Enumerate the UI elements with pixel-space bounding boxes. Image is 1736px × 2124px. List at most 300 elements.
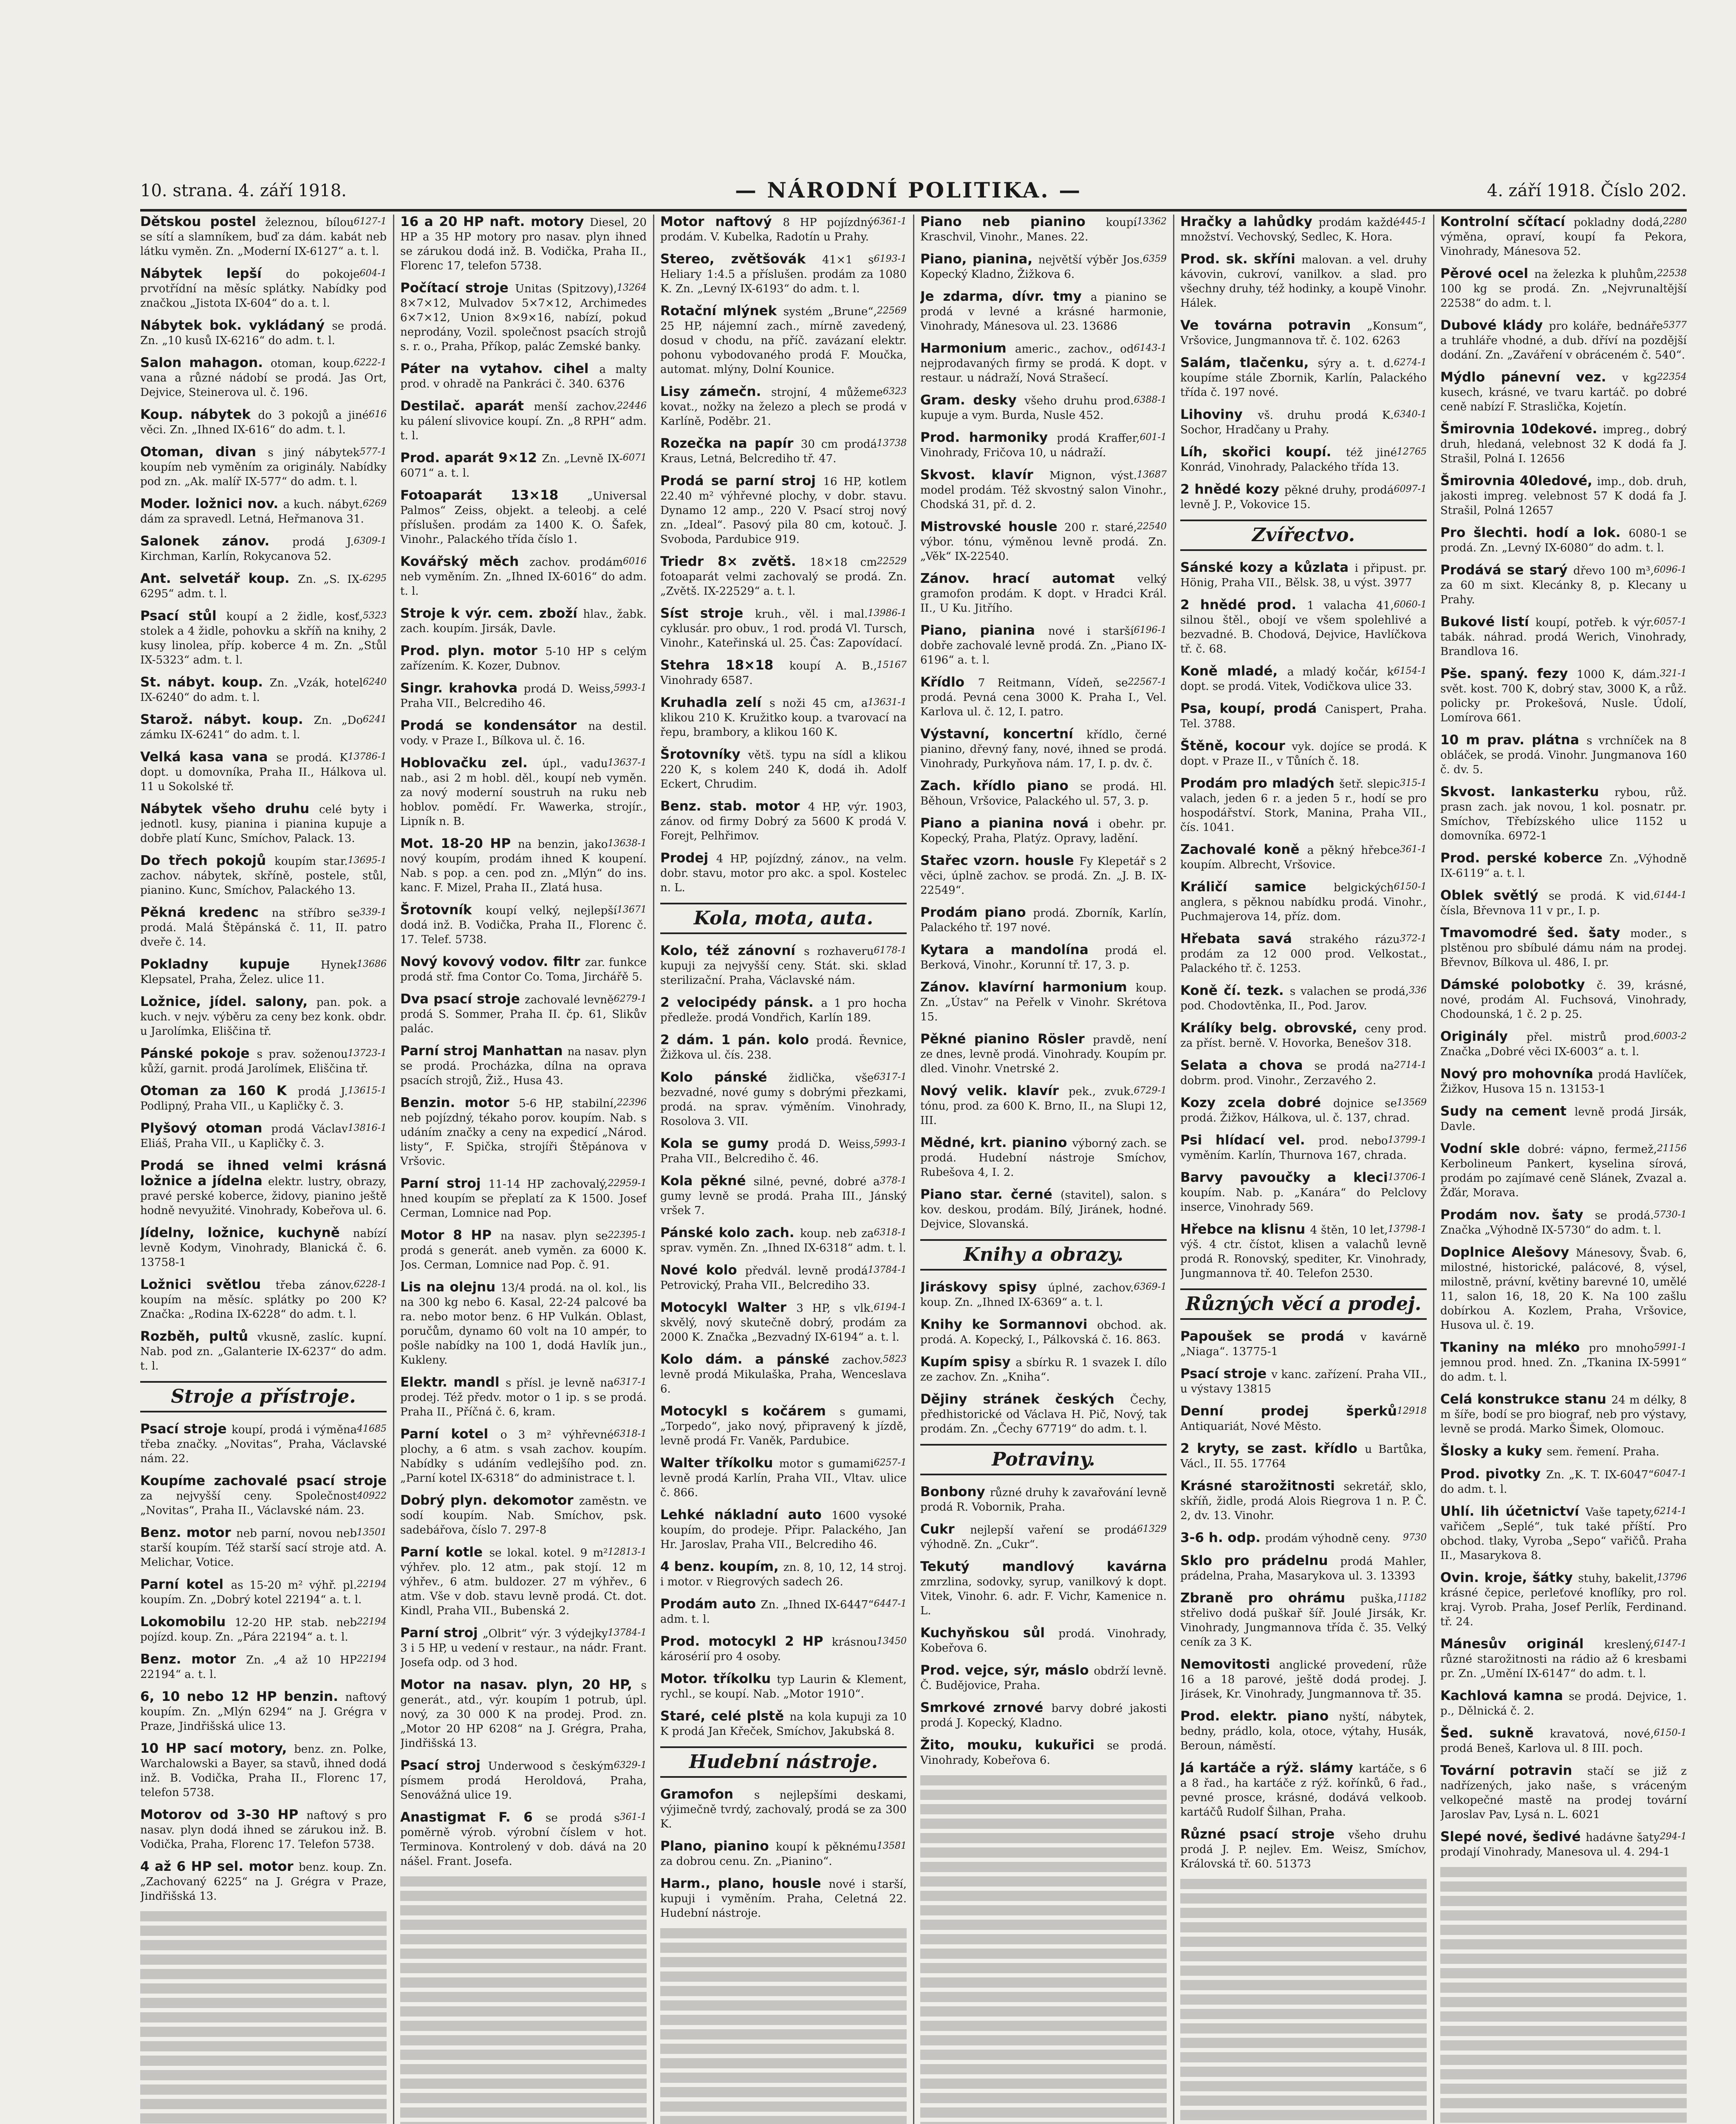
ad-code: 6323 — [883, 386, 907, 397]
ad-heading: Kytara a mandolína — [920, 942, 1105, 957]
ad-text: se prodá. Dejvice, 1. p., Dělnická č. 2. — [1440, 1690, 1687, 1717]
classified-ad — [1180, 1329, 1427, 1359]
ad-code: 13637-1 — [608, 757, 647, 768]
classified-ad — [400, 1545, 647, 1618]
ad-heading: Bukové listí — [1440, 614, 1536, 630]
classified-ad — [1440, 422, 1687, 466]
classified-ad — [920, 215, 1167, 244]
ad-heading: Psací stroj — [400, 1758, 488, 1773]
ad-text: „Olbrit“ výr. 3 výdejky 3 i 5 HP, u vedení v restaur., na nádr. Frant. Josefa odp. od 3 hod. — [400, 1627, 647, 1669]
classified-ad — [660, 304, 907, 377]
ad-text: úpl., vadu nab., asi 2 m hobl. děl., koupí neb vyměn. za nový moderní soustruh na ruku neb hoblov. pomědí. Fr. Wawerka, strojír., Lipník n. B. — [400, 757, 647, 828]
classified-ad — [920, 623, 1167, 667]
classified-ad — [660, 943, 907, 988]
ad-heading: Anastigmat F. 6 — [400, 1810, 546, 1825]
classified-ad — [1180, 215, 1427, 244]
ad-code: 13501 — [357, 1527, 387, 1538]
ad-heading: Motor naftový — [660, 215, 783, 229]
ad-heading: Je zdarma, dívr. tmy — [920, 289, 1091, 304]
ad-text: se prodá s poměrně výrob. výrobní číslem v hot. Terminova. Kontrolený v dob. dává na 20 nášel. Frant. Josefa. — [400, 1812, 647, 1868]
ad-heading: Páter na vytahov. cihel — [400, 361, 599, 376]
classified-ad — [140, 318, 387, 348]
ad-text: puška, střelivo dodá puškař šíř. Joulé Jirsák, Kr. Vinohrady, Jungmannova třída č. 35. Velký ceník za 3 K. — [1180, 1593, 1427, 1649]
ad-text: koup. Zn. „Ústav“ na Peřelk v Vinohr. Skrétova 15. — [920, 982, 1167, 1023]
ad-code: 6150-1 — [1394, 881, 1427, 892]
ad-text: a 1 pro hocha předleže. prodá Vondřich, Karlín 189. — [660, 997, 907, 1024]
ad-code: 13631-1 — [868, 697, 907, 708]
ad-heading: Benzin. motor — [400, 1095, 519, 1110]
ad-text: prodá. Řevnice, Žižkova ul. čís. 238. — [660, 1034, 907, 1062]
classified-ad — [400, 1044, 647, 1088]
classified-column — [1440, 215, 1687, 2124]
ad-text: 5-6 HP, stabilní, neb pojízdný, tékaho porov. koupím. Nab. s udáním značky a ceny na expedicí „Národ. listy“, F. Spička, strojíři Štěpánova v Vršovic. — [400, 1097, 647, 1168]
ad-text: se prodá. K vid. čísla, Břevnova 11 v pr., I. p. — [1440, 890, 1654, 917]
ad-heading: Tekutý mandlový kavárna — [920, 1559, 1167, 1574]
ad-text: v kanc. zařízení. Praha VII., u výstavy 13815 — [1180, 1368, 1427, 1395]
classified-ad — [1440, 977, 1687, 1022]
ad-heading: Mědné, krt. pianino — [920, 1135, 1072, 1150]
ad-code: 339-1 — [359, 907, 387, 918]
classified-ad — [1440, 1067, 1687, 1096]
ad-text: 18×18 cm fotoaparát velmi zachovalý se prodá. Zn. „Zvětš. IX-22529“ a. t. l. — [660, 556, 907, 598]
ad-code: 361-1 — [1400, 844, 1427, 855]
ad-heading: Stereo, zvětšovák — [660, 251, 823, 267]
ad-heading: Různé psací stroje — [1180, 1827, 1349, 1842]
classified-ad — [920, 430, 1167, 460]
ad-text: železnou, bílou se sítí a slamníkem, buď za dám. kabát neb látku vyměn. Zn. „Moderní IX-6127“ a. t. l. — [140, 216, 387, 258]
ad-code: 13686 — [357, 959, 387, 969]
ad-code: 6194-1 — [874, 1302, 907, 1313]
ad-heading: Oblek světlý — [1440, 888, 1549, 903]
classified-ad — [400, 554, 647, 599]
ad-heading: Nábytek bok. vykládaný — [140, 318, 332, 333]
classified-ad — [920, 1522, 1167, 1552]
classified-ad — [140, 712, 387, 742]
ad-heading: Pěkná kredenc — [140, 905, 272, 920]
ad-code: 6047-1 — [1654, 1469, 1687, 1479]
ad-text: impreg., dobrý druh, hledaná, velebnost 32 K dodá fa J. Strašil, Polná I. 12656 — [1440, 424, 1687, 465]
ad-heading: Denní prodej šperků — [1180, 1404, 1397, 1419]
classified-ad — [660, 1263, 907, 1293]
ad-code: 2714-1 — [1394, 1060, 1427, 1070]
classified-ad — [660, 1559, 907, 1589]
classified-ad — [1440, 1689, 1687, 1718]
page-header — [140, 178, 1687, 207]
classified-ad — [140, 675, 387, 705]
ad-text: benz. koup. Zn. „Zachovaný 6225“ na J. Grégra v Praze, Jindřišská 13. — [140, 1861, 387, 1903]
ad-text: na kola kupuji za 10 K prodá Jan Křeček, Smíchov, Jakubská 8. — [660, 1711, 907, 1738]
ad-code: 601-1 — [1139, 432, 1167, 443]
classified-ad — [400, 488, 647, 547]
ad-text: koupí Kraschvil, Vinohr., Manes. 22. — [920, 216, 1137, 243]
ad-heading: Krásné starožitnosti — [1180, 1478, 1344, 1494]
classified-ad — [660, 995, 907, 1025]
ad-heading: 4 benz. koupím, — [660, 1559, 783, 1574]
ad-text: kartáče, s 6 a 8 řad., ha kartáče z rýž. kořínků, 6 řad., pevné prosce, krásné, dodává velkoob. kartáčů Rudolf Šilhan, Praha. — [1180, 1762, 1427, 1819]
classified-ad — [400, 1427, 647, 1486]
ad-code: 6317-1 — [614, 1377, 647, 1387]
ad-text: naftový koupím. Zn. „Mlýn 6294“ na J. Grégra v Praze, Jindřišská ulice 13. — [140, 1691, 387, 1733]
ad-heading: Piano, pianina, — [920, 251, 1038, 267]
classified-ad — [1180, 598, 1427, 656]
section-heading: Zvířectvo. — [1180, 520, 1427, 551]
classified-ad — [1180, 1096, 1427, 1125]
ad-heading: Rozběh, pultů — [140, 1329, 257, 1344]
ad-text: židlička, vše bezvadné, nové gumy s dobrými přezkami, prodá. na sprav. výměním. Vinohrady, Rosolova 3. VII. — [660, 1072, 907, 1128]
ad-code: 13264 — [617, 282, 647, 293]
classified-ad — [1440, 318, 1687, 362]
classified-ad — [1180, 1441, 1427, 1471]
ad-code: 13784-1 — [868, 1265, 907, 1275]
ad-text: různé druhy k zavařování levně prodá R. Vobornik, Praha. — [920, 1486, 1167, 1514]
ad-heading: Prod. elektr. piano — [1180, 1709, 1339, 1724]
classified-ad — [1180, 1553, 1427, 1583]
ad-code: 372-1 — [1400, 933, 1427, 944]
ad-code: 13723-1 — [348, 1048, 387, 1059]
ad-heading: Jiráskovy spisy — [920, 1279, 1048, 1295]
ad-text: Zn. „K. T. IX-6047“ do adm. t. l. — [1440, 1469, 1654, 1496]
ad-text: za nejvyšší ceny. Společnost „Novitas“, Praha II., Václavské nám. 23. — [140, 1490, 365, 1517]
ad-code: 6097-1 — [1394, 484, 1427, 494]
ad-text: prodá J. Kirchman, Karlín, Rokycanova 52. — [140, 536, 354, 563]
ad-heading: Mánesův originál — [1440, 1636, 1604, 1652]
ad-heading: Zach. křídlo piano — [920, 778, 1080, 794]
column-separator — [1433, 215, 1434, 2124]
classified-ad — [400, 1096, 647, 1169]
ad-heading: Prod. motocykl 2 HP — [660, 1634, 832, 1649]
classified-ad — [140, 1577, 387, 1607]
classified-ad — [920, 943, 1167, 972]
classified-ad — [920, 1392, 1167, 1436]
ad-heading: 2 hnědé kozy — [1180, 482, 1284, 497]
ad-text: se prodá na dobrm. prod. Vinohr., Zerzavého 2. — [1180, 1060, 1394, 1087]
ad-code: 6257-1 — [874, 1457, 907, 1468]
ad-heading: Pro šlechti. hodí a lok. — [1440, 525, 1629, 540]
ad-heading: Pokladny kupuje — [140, 957, 321, 972]
classified-ad — [1180, 983, 1427, 1013]
classified-ad — [660, 436, 907, 466]
ad-text: Underwood s českým písmem prodá Heroldová, Praha, Senovážná ulice 19. — [400, 1760, 647, 1802]
classified-ad — [1440, 1104, 1687, 1134]
ad-text: u Bartůka, Václ., II. 55. 17764 — [1180, 1443, 1427, 1470]
ad-heading: Zbraně pro ohrámu — [1180, 1590, 1360, 1606]
classified-ad — [1440, 1467, 1687, 1497]
ad-heading: Kola pěkné — [660, 1173, 754, 1189]
ad-text: s noži 45 cm, a klikou 210 K. Kružitko koup. a tvarovací na řepu, brambory, a klikou 160 K. — [660, 697, 907, 739]
classified-ad — [140, 853, 387, 898]
ad-text: belgických anglera, s pěknou nabídku prodá. Vinohr., Puchmajerova 14, příz. dom. — [1180, 881, 1427, 923]
column-separator — [913, 215, 914, 2124]
ad-code: 2280 — [1663, 216, 1687, 227]
ad-heading: Šmirovnia 10dekové. — [1440, 421, 1603, 437]
ad-code: 315-1 — [1400, 778, 1427, 788]
ad-text: pěkné druhy, prodá levně J. P., Vokovice 15. — [1180, 484, 1394, 511]
classified-ad — [1440, 1141, 1687, 1200]
ad-text: zmrzlina, sodovky, syrup, vanilkový k dopt. Vitek, Vinohr. 6. adr. F. Vichr, Kamenice n. L. — [920, 1576, 1167, 1617]
ad-text: přel. mistrů prod. Značka „Dobré věci IX-6003“ a. t. l. — [1440, 1031, 1654, 1058]
ad-code: 13615-1 — [348, 1085, 387, 1096]
classified-ad — [400, 1678, 647, 1751]
classified-ad — [920, 675, 1167, 719]
classified-ad — [1180, 1761, 1427, 1819]
classified-column — [660, 215, 907, 2124]
classified-ad — [920, 1355, 1167, 1384]
ad-heading: Benz. motor — [140, 1525, 236, 1540]
ad-heading: Prodá se kondensátor — [400, 718, 588, 733]
ad-text: ceny prod. za příst. berně. V. Hovorka, Benešov 318. — [1180, 1022, 1427, 1050]
ad-text: krásnou károsérií pro 4 osoby. — [660, 1636, 877, 1663]
ad-heading: Elektr. mandl — [400, 1375, 506, 1390]
ad-text: kreslený, různé starožitnosti na rádio až 6 kresbami pr. Zn. „Umění IX-6147“ do adm. t. l. — [1440, 1638, 1687, 1680]
ad-heading: Fotoaparát 13×18 — [400, 488, 587, 503]
ad-text: kravatová, nové, prodá Beneš, Karlova ul. 8 III. poch. — [1440, 1728, 1654, 1755]
ad-text: vš. druhu prodá K. Sochor, Hradčany u Prahy. — [1180, 409, 1394, 436]
ad-text: 24 m délky, 8 m šíře, bodí se pro biograf, neb pro výstavy, levně se prodá. Marko Šimek, Olomouc. — [1440, 1394, 1687, 1435]
classified-ad — [920, 393, 1167, 423]
ad-code: 9730 — [1403, 1532, 1427, 1543]
ad-heading: Prodává se starý — [1440, 562, 1573, 578]
ad-text: na nasav. plyn se prodá s generát. aneb vyměn. za 6000 K. Jos. Cerman, Lomnice nad Pop. č. 91. — [400, 1230, 647, 1271]
ad-text: s nejlepšími deskami, výjimečně tvrdý, zachovalý, prodá se za 300 K. — [660, 1789, 907, 1830]
ad-text: do 3 pokojů a jiné věci. Zn. „Ihned IX-616“ do adm. t. l. — [140, 409, 369, 436]
classified-ad — [1440, 525, 1687, 555]
classified-ad — [1180, 664, 1427, 694]
ad-text: celé byty i jednotl. kusy, pianina i pianina kupuje a dobře platí Kunc, Smíchov, Palack. 13. — [140, 803, 387, 845]
ad-code: 22396 — [617, 1097, 647, 1108]
ad-code: 15167 — [877, 660, 907, 670]
classified-ad — [1180, 1479, 1427, 1523]
ad-code: 6096-1 — [1654, 565, 1687, 575]
ad-text: zachovalé levně prodá S. Sommer, Praha II. čp. 61, Slikův palác. — [400, 994, 647, 1035]
ad-code: 13738 — [877, 438, 907, 449]
classified-ad — [920, 853, 1167, 898]
ad-code: 13569 — [1397, 1097, 1427, 1108]
ad-heading: Stroje k výr. cem. zboží — [400, 606, 583, 621]
classified-ad — [1440, 563, 1687, 607]
ad-text: pek., zvuk. tónu, prod. za 600 K. Brno, II., na Slupi 12, III. — [920, 1085, 1167, 1127]
ad-heading: Parní kotel — [400, 1426, 500, 1442]
classified-ad — [400, 992, 647, 1036]
ad-text: „Universal Palmos“ Zeiss, objekt. a teleobj. a celé příslušen. prodám za 1400 K. O. Šafek, Vinohr., Palackého třída číslo 1. — [400, 490, 647, 546]
ad-text: menší zachov. ku pálení slivovice koupí. Zn. „8 RPH“ adm. t. l. — [400, 401, 647, 442]
ad-text: elektr. lustry, obrazy, pravé perské koberce, židovy, pianino ještě hodně nevyužité. Vinohrady, Kobeřova ul. 6. — [140, 1175, 387, 1217]
classified-ad — [1440, 851, 1687, 881]
ad-text: zachov. levně prodá Mikulaška, Praha, Wenceslava 6. — [660, 1354, 907, 1395]
classified-ad — [1180, 880, 1427, 924]
ad-text: Zn. „Výhodně IX-6119“ a. t. l. — [1440, 853, 1687, 880]
ad-text: koup. neb za sprav. vyměn. Zn. „Ihned IX-6318“ adm. t. l. — [660, 1227, 906, 1254]
classified-ad — [400, 1375, 647, 1419]
ad-code: 6269 — [363, 498, 387, 509]
ad-heading: Hračky a lahůdky — [1180, 215, 1319, 229]
ad-heading: Prod. harmoniky — [920, 430, 1057, 445]
classified-ad — [400, 399, 647, 443]
ad-heading: Tovární potravin — [1440, 1763, 1588, 1778]
ad-heading: Jídelny, ložnice, kuchyně — [140, 1225, 353, 1240]
ad-heading: 2 velocipédy pánsk. — [660, 995, 821, 1010]
ad-heading: Tkaniny na mléko — [1440, 1340, 1589, 1355]
ad-code: 6361-1 — [874, 216, 907, 227]
classified-ad — [1440, 888, 1687, 918]
column-separator — [393, 215, 394, 2124]
ad-heading: Velká kasa vana — [140, 749, 277, 765]
ad-text: na nasav. plyn se prodá. Procházka, dílna na oprava psacích strojů, Žiž., Husa 43. — [400, 1045, 647, 1087]
ad-text: a malty prod. v ohradě na Pankráci č. 340. 6376 — [400, 363, 647, 390]
classified-ad — [1440, 926, 1687, 970]
ad-heading: Koně mladé, — [1180, 664, 1287, 679]
ad-heading: Kontrolní sčítací — [1440, 215, 1574, 229]
ad-heading: Nový velik. klavír — [920, 1083, 1069, 1099]
ad-code: 22569 — [877, 305, 907, 316]
ad-heading: Psací stroje — [1180, 1366, 1272, 1381]
ad-text: 4 štěn, 10 let, výš. 4 ctr. čístot, klisen a valachů levně prodá R. Ronovský, spediter, Kr. Vinohrady, Jungmannova tř. 40. Telefon 2530. — [1180, 1224, 1427, 1280]
ad-heading: Triedr 8× zvětš. — [660, 554, 810, 569]
ad-heading: 10 HP sací motory, — [140, 1741, 294, 1756]
column-separator — [653, 215, 654, 2124]
ad-text: křídlo, černé pianino, dřevný fany, nové, ihned se prodá. Vinohrady, Purkyňova nám. 17, I. p. dv. č. — [920, 729, 1167, 770]
section-heading: Stroje a přístroje. — [140, 1381, 387, 1412]
classified-ad — [1440, 1830, 1687, 1859]
ad-heading: Mot. 18-20 HP — [400, 836, 518, 851]
ad-text: typ Laurin & Klement, rychl., se koupí. Nab. „Motor 1910“. — [660, 1673, 907, 1700]
ad-text: 13/4 prodá. na ol. kol., lis na 300 kg nebo 6. Kasal, 22-24 palcové ba ra. nebo motor benz. 6 HP Vulkán. Oblast, poručům, dynamo 60 volt na 10 ampér, to pošle nabídky na 100 1, dodá Havlík jun., Kukleny. — [400, 1282, 647, 1367]
classified-ad — [140, 1808, 387, 1852]
ad-heading: Kola se gumy — [660, 1136, 778, 1151]
classified-ad — [140, 1046, 387, 1076]
ad-text: zar. funkce prodá stř. fma Contor Co. Toma, Jirchářě 5. — [400, 956, 647, 983]
column-small-print — [920, 1775, 1167, 2124]
ad-text: as 15-20 m² výhř. pl. koupím. Zn. „Dobrý kotel 22194“ a. t. l. — [140, 1579, 362, 1606]
ad-text: zachov. prodám neb vyměním. Zn. „Ihned IX-6016“ do adm. t. l. — [400, 556, 647, 598]
ad-heading: Šrotovník — [400, 902, 486, 918]
ad-heading: Prodám nov. šaty — [1440, 1207, 1595, 1223]
ad-text: nabízí levně Kodym, Vinohrady, Blanická č. 6. 13758-1 — [140, 1227, 387, 1269]
ad-heading: Šed. sukně — [1440, 1726, 1550, 1741]
ad-heading: Síst stroje — [660, 606, 755, 621]
classified-ad — [400, 756, 647, 829]
ad-heading: Pše. spaný. fezy — [1440, 666, 1577, 681]
classified-ad — [1440, 1637, 1687, 1681]
ad-heading: Pánské pokoje — [140, 1046, 257, 1061]
ad-text: se prodá. Zn. „10 kusů IX-6216“ do adm. t. l. — [140, 320, 387, 347]
ad-text: moder., s plstěnou pro sbíbulé dámu nám na prodej. Břevnov, Bílkova ul. 486, I. pr. — [1440, 927, 1687, 969]
ad-text: sýry a. t. d. koupíme stále Zbornik, Karlín, Palackého třída č. 197 nové. — [1180, 357, 1427, 399]
ad-heading: Harm., plano, housle — [660, 1876, 829, 1891]
ad-text: pro mnoho jemnou prod. hned. Zn. „Tkanina IX-5991“ do adm. t. l. — [1440, 1342, 1687, 1384]
ad-text: prodá Mahler, prádelna, Praha, Masarykova ul. 3. 13393 — [1180, 1555, 1427, 1582]
ad-text: se prodá. K dopt. u domovníka, Praha II., Hálkova ul. 11 u Sokolské tř. — [140, 751, 387, 793]
classified-ad — [660, 799, 907, 843]
ad-heading: Koupíme zachovalé psací stroje — [140, 1473, 387, 1488]
ad-heading: Motor 8 HP — [400, 1228, 500, 1243]
ad-heading: Skvost. klavír — [920, 467, 1049, 483]
ad-code: 336 — [1409, 985, 1427, 996]
ad-code: 6016 — [623, 556, 647, 567]
ad-heading: Dějiny stránek českých — [920, 1392, 1130, 1407]
ad-text: prodá J. Podlipný, Praha VII., u Kapličky č. 3. — [140, 1085, 348, 1113]
ad-text: Mignon, výst. model prodám. Též skvostný salon Vinohr., Chodská 31, př. d. 2. — [920, 469, 1167, 511]
classified-ad — [920, 341, 1167, 385]
ad-heading: Motorov od 3-30 HP — [140, 1807, 307, 1822]
ad-code: 5993-1 — [874, 1138, 907, 1149]
classified-ad — [920, 571, 1167, 616]
ad-text: s gumami, „Torpedo“, jako nový, připravený k jízdě, levně prodá Fr. Vaněk, Pardubice. — [660, 1406, 907, 1447]
classified-ad — [920, 905, 1167, 935]
section-heading: Knihy a obrazy. — [920, 1239, 1167, 1271]
ad-code: 6154-1 — [1394, 666, 1427, 676]
ad-code: 6057-1 — [1654, 616, 1687, 627]
ad-code: 13799-1 — [1388, 1135, 1427, 1145]
classified-ad — [1440, 785, 1687, 843]
ad-heading: Benz. stab. motor — [660, 799, 808, 814]
ad-text: se prodá. Vinohrady, Kobeřova 6. — [920, 1740, 1167, 1767]
ad-heading: Destilač. aparát — [400, 398, 534, 414]
ad-code: 5323 — [363, 610, 387, 621]
ad-heading: Dubové klády — [1440, 318, 1549, 333]
classified-ad — [1440, 1726, 1687, 1756]
ad-heading: Lihoviny — [1180, 407, 1258, 422]
ad-code: 13687 — [1137, 469, 1167, 480]
ad-heading: Šrotovníky — [660, 747, 748, 762]
ad-code: 6274-1 — [1394, 357, 1427, 368]
ad-code: 22529 — [877, 556, 907, 567]
column-small-print — [660, 1928, 907, 2124]
ad-code: 5993-1 — [614, 683, 647, 693]
ad-text: otoman, koup. vana a různé nádobí se prodá. Jas Ort, Dejvice, Steinerova ul. č. 196. — [140, 357, 387, 399]
ad-code: 6144-1 — [1654, 890, 1687, 901]
ad-text: 5-10 HP s celým zařízením. K. Kozer, Dubnov. — [400, 645, 647, 672]
classified-ad — [660, 1300, 907, 1344]
ad-text: koupím. Nab. p. „Kanára“ do Pelclovy inserce, Vinohrady 569. — [1180, 1186, 1427, 1214]
ad-code: 40922 — [357, 1491, 387, 1501]
ad-code: 6329-1 — [614, 1760, 647, 1771]
ad-text: i obehr. pr. Kopecký, Praha, Platýz. Opravy, ladění. — [920, 818, 1167, 845]
ad-text: s přísl. je levně na prodej. Též předv. motor o 1 ip. s se prodá. Praha II., Příčná č. 6, kram. — [400, 1377, 647, 1418]
section-heading: Potraviny. — [920, 1444, 1167, 1475]
classified-ad — [1440, 1444, 1687, 1459]
ad-heading: Kolo dám. a pánské — [660, 1352, 842, 1367]
classified-ad — [920, 1626, 1167, 1655]
ad-text: výborný zach. se prodá. Hudební nástroje Smíchov, Rubešova 4, I. 2. — [920, 1137, 1167, 1179]
ad-text: 1600 vysoké koupím, do prodeje. Připr. Palackého, Jan Hr. Jaroslav, Praha VII., Belcrediho 46. — [660, 1509, 907, 1551]
ad-heading: Slepé nové, šedivé — [1440, 1829, 1586, 1844]
ad-heading: Lisy zámečn. — [660, 384, 772, 399]
ad-code: 5730-1 — [1654, 1209, 1687, 1220]
classified-ad — [400, 836, 647, 895]
ad-heading: Otoman, divan — [140, 444, 268, 460]
ad-text: sekretář, sklo, skříň, židle, prodá Alois Riegrova 1 n. P. Č. 2, dv. 13. Vinohr. — [1180, 1480, 1427, 1522]
ad-heading: Zánov. hrací automat — [920, 571, 1138, 586]
classified-ad — [920, 1187, 1167, 1231]
classified-ad — [920, 1700, 1167, 1730]
classified-column — [140, 215, 387, 2124]
ad-text: prodám výhodně ceny. — [1265, 1532, 1391, 1545]
ad-text: Canispert, Praha. Tel. 3788. — [1180, 703, 1427, 730]
ad-text: šetř. slepic valach, jeden 6 r. a jeden 5 r., hodí se pro hospodářství. Stork, Manina, Praha VII., čís. 1041. — [1180, 778, 1427, 834]
classified-ad — [140, 1689, 387, 1734]
ad-heading: Nový kovový vodov. filtr — [400, 954, 585, 969]
classified-ad — [1180, 252, 1427, 311]
ad-heading: Šmirovnia 40ledové, — [1440, 473, 1597, 489]
ad-code: 5823 — [883, 1354, 907, 1364]
ad-heading: Psa, koupí, prodá — [1180, 701, 1325, 716]
classified-ad — [140, 1615, 387, 1644]
ad-code: 13786-1 — [348, 751, 387, 762]
ad-heading: Piano star. černé — [920, 1187, 1061, 1202]
classified-ad — [140, 1121, 387, 1151]
ad-code: 22354 — [1657, 372, 1687, 382]
ad-heading: Kuchyňskou sůl — [920, 1625, 1059, 1641]
